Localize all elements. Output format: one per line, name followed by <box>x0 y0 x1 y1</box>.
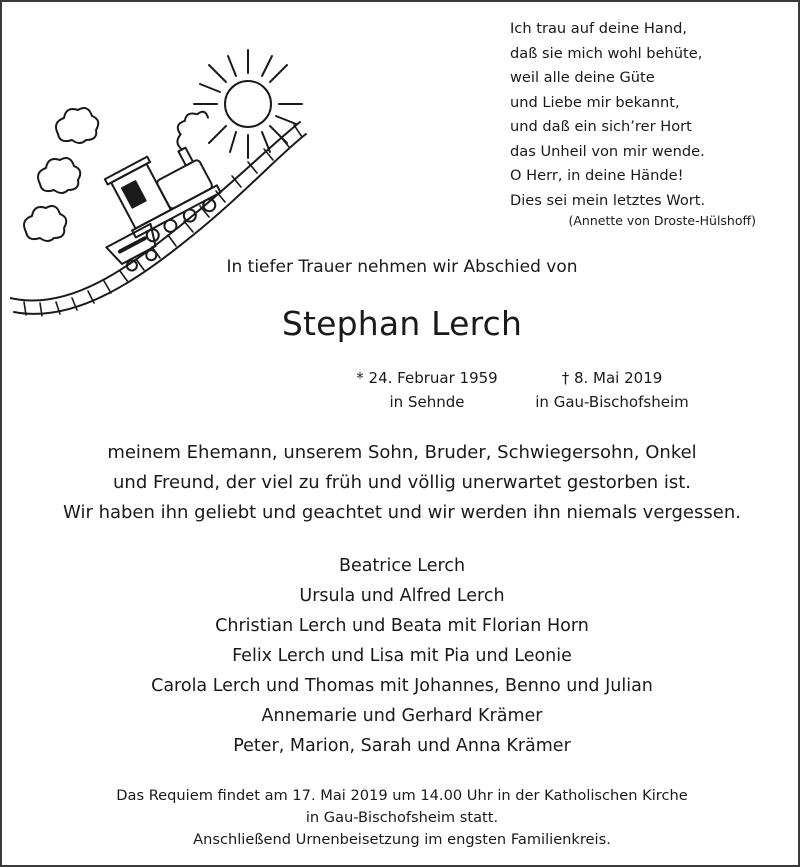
deceased-name: Stephan Lerch <box>281 304 523 343</box>
service-line: in Gau-Bischofsheim statt. <box>305 809 499 826</box>
poem-line: das Unheil von mir wende. <box>510 142 705 160</box>
dedication <box>2 438 800 528</box>
poem-line: und daß ein sich’rer Hort <box>510 118 692 135</box>
mourner-entry: Ursula und Alfred Lerch <box>299 586 505 606</box>
death-date: † 8. Mai 2019 <box>561 369 663 387</box>
mourner-entry: Christian Lerch und Beata mit Florian Horn <box>215 616 589 636</box>
intro-text: In tiefer Trauer nehmen wir Abschied von <box>226 257 578 277</box>
service-line: Anschließend Urnenbeisetzung im engsten Familienkreis. <box>193 831 611 848</box>
service-info <box>2 785 800 851</box>
birth-place: in Sehnde <box>389 393 465 411</box>
death-info <box>507 366 717 414</box>
service-line: Das Requiem findet am 17. Mai 2019 um 14.00 Uhr in der Katholischen Kirche <box>116 787 688 804</box>
dedication-line: Wir haben ihn geliebt und geachtet und wir werden ihn niemals vergessen. <box>63 502 741 523</box>
cloud-icon <box>24 206 66 241</box>
birth-date: * 24. Februar 1959 <box>356 369 498 387</box>
poem-line: daß sie mich wohl behüte, <box>510 44 703 62</box>
poem-line: Ich trau auf deine Hand, <box>510 20 687 37</box>
mourners-list <box>2 551 800 761</box>
mourner-entry: Felix Lerch und Lisa mit Pia und Leonie <box>232 646 572 666</box>
poem-line: und Liebe mir bekannt, <box>510 93 680 111</box>
sun-icon <box>194 50 302 158</box>
poem-line: O Herr, in deine Hände! <box>510 167 684 184</box>
mourner-entry: Carola Lerch und Thomas mit Johannes, Benno und Julian <box>151 676 653 696</box>
mourner-entry: Beatrice Lerch <box>338 556 466 576</box>
mourner-entry: Peter, Marion, Sarah und Anna Krämer <box>233 736 571 756</box>
cloud-icon <box>56 108 98 143</box>
poem-line: Dies sei mein letztes Wort. <box>510 191 706 209</box>
dedication-line: und Freund, der viel zu früh und völlig unerwartet gestorben ist. <box>113 472 691 493</box>
train-on-hill-with-sun-drawing <box>10 16 310 326</box>
poem-author: (Annette von Droste-Hülshoff) <box>568 213 756 228</box>
death-place: in Gau-Bischofsheim <box>535 393 689 411</box>
birth-info <box>342 366 512 414</box>
poem <box>510 17 770 231</box>
poem-line: weil alle deine Güte <box>510 69 655 86</box>
mourner-entry: Annemarie und Gerhard Krämer <box>261 706 543 726</box>
cloud-icon <box>38 158 80 193</box>
dedication-line: meinem Ehemann, unserem Sohn, Bruder, Schwiegersohn, Onkel <box>107 442 697 463</box>
